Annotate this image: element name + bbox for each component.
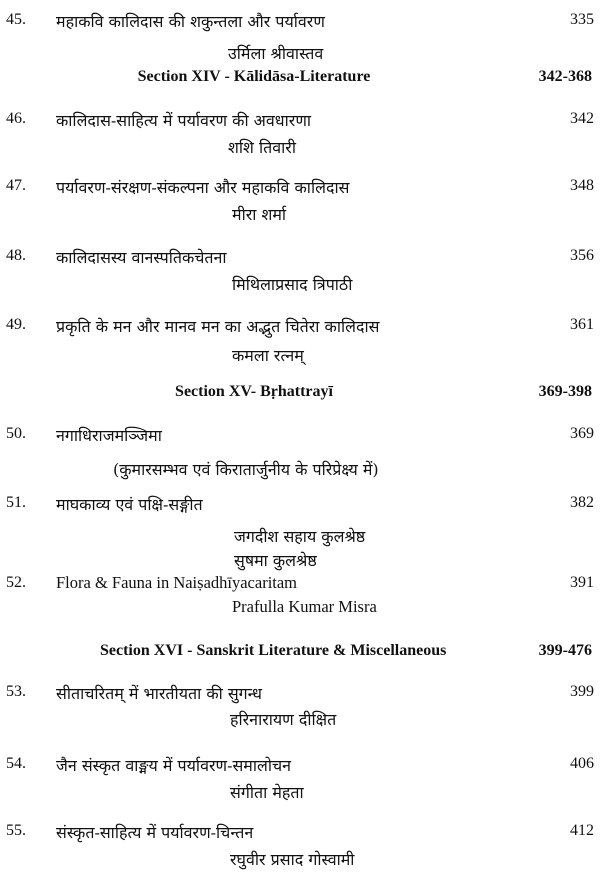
section-pages: 399-476 (538, 642, 592, 659)
entry-page: 382 (570, 494, 594, 511)
entry-page: 399 (570, 683, 594, 700)
toc-entry (0, 425, 600, 479)
entry-number: 51. (6, 494, 26, 511)
entry-author: शशि तिवारी (228, 138, 296, 157)
entry-page: 342 (570, 110, 594, 127)
toc-entry (0, 11, 600, 63)
entry-number: 45. (6, 11, 26, 28)
entry-author: मिथिलाप्रसाद त्रिपाठी (232, 275, 353, 294)
entry-number: 46. (6, 110, 26, 127)
toc-entry (0, 494, 600, 570)
section-heading (0, 68, 600, 85)
entry-number: 48. (6, 247, 26, 264)
toc-entry (0, 683, 600, 729)
section-title: Section XIV - Kālidāsa-Literature (137, 68, 371, 85)
entry-page: 361 (570, 316, 594, 333)
entry-title: कालिदासस्य वानस्पतिकचेतना (56, 248, 227, 267)
entry-number: 50. (6, 425, 26, 442)
entry-author: जगदीश सहाय कुलश्रेष्ठ (234, 527, 366, 546)
entry-page: 391 (570, 574, 594, 591)
entry-title: संस्कृत-साहित्य में पर्यावरण-चिन्तन (56, 823, 254, 842)
entry-author: उर्मिला श्रीवास्तव (228, 44, 324, 63)
entry-number: 55. (6, 822, 26, 839)
entry-author: Prafulla Kumar Misra (232, 597, 377, 616)
entry-page: 406 (570, 755, 594, 772)
entry-title: पर्यावरण-संरक्षण-संकल्पना और महाकवि कालिदास (56, 178, 350, 197)
entry-author: मीरा शर्मा (232, 205, 287, 224)
toc-entry (0, 247, 600, 294)
section-title: Section XV- Bṛhattrayī (175, 383, 333, 400)
entry-number: 52. (6, 574, 26, 591)
entry-title: प्रकृति के मन और मानव मन का अद्भुत चितेरा कालिदास (56, 317, 380, 336)
entry-author: रघुवीर प्रसाद गोस्वामी (230, 850, 355, 869)
entry-title: सीताचरितम् में भारतीयता की सुगन्ध (56, 684, 262, 703)
entry-author: कमला रत्नम् (232, 346, 304, 365)
entry-author: हरिनारायण दीक्षित (230, 710, 337, 729)
entry-author: संगीता मेहता (230, 783, 304, 802)
entry-title: जैन संस्कृत वाङ्मय में पर्यावरण-समालोचन (56, 756, 292, 775)
entry-title: Flora & Fauna in Naiṣadhīyacaritam (56, 573, 298, 592)
entry-title: कालिदास-साहित्य में पर्यावरण की अवधारणा (56, 111, 312, 130)
toc-entry (0, 755, 600, 802)
toc-entry (0, 822, 600, 869)
entry-title: माघकाव्य एवं पक्षि-सङ्गीत (56, 495, 203, 514)
entry-page: 369 (570, 425, 594, 442)
toc-entry (0, 177, 600, 224)
entry-title: महाकवि कालिदास की शकुन्तला और पर्यावरण (56, 12, 325, 31)
entry-author: सुषमा कुलश्रेष्ठ (234, 551, 317, 570)
toc-entry (0, 573, 600, 616)
entry-number: 54. (6, 755, 26, 772)
entry-number: 49. (6, 316, 26, 333)
entry-page: 356 (570, 247, 594, 264)
entry-page: 335 (570, 11, 594, 28)
section-heading (0, 642, 600, 659)
section-pages: 369-398 (538, 383, 592, 400)
section-heading (0, 383, 600, 400)
entry-page: 348 (570, 177, 594, 194)
toc-entry (0, 110, 600, 157)
toc-entry (0, 316, 600, 365)
entry-note: (कुमारसम्भव एवं किरातार्जुनीय के परिप्रेक्ष्य में) (113, 460, 379, 479)
entry-number: 53. (6, 683, 26, 700)
section-title: Section XVI - Sanskrit Literature & Miscellaneous (100, 642, 447, 659)
entry-number: 47. (6, 177, 26, 194)
section-pages: 342-368 (538, 68, 592, 85)
entry-title: नगाधिराजमञ्जिमा (56, 426, 162, 445)
entry-page: 412 (570, 822, 594, 839)
